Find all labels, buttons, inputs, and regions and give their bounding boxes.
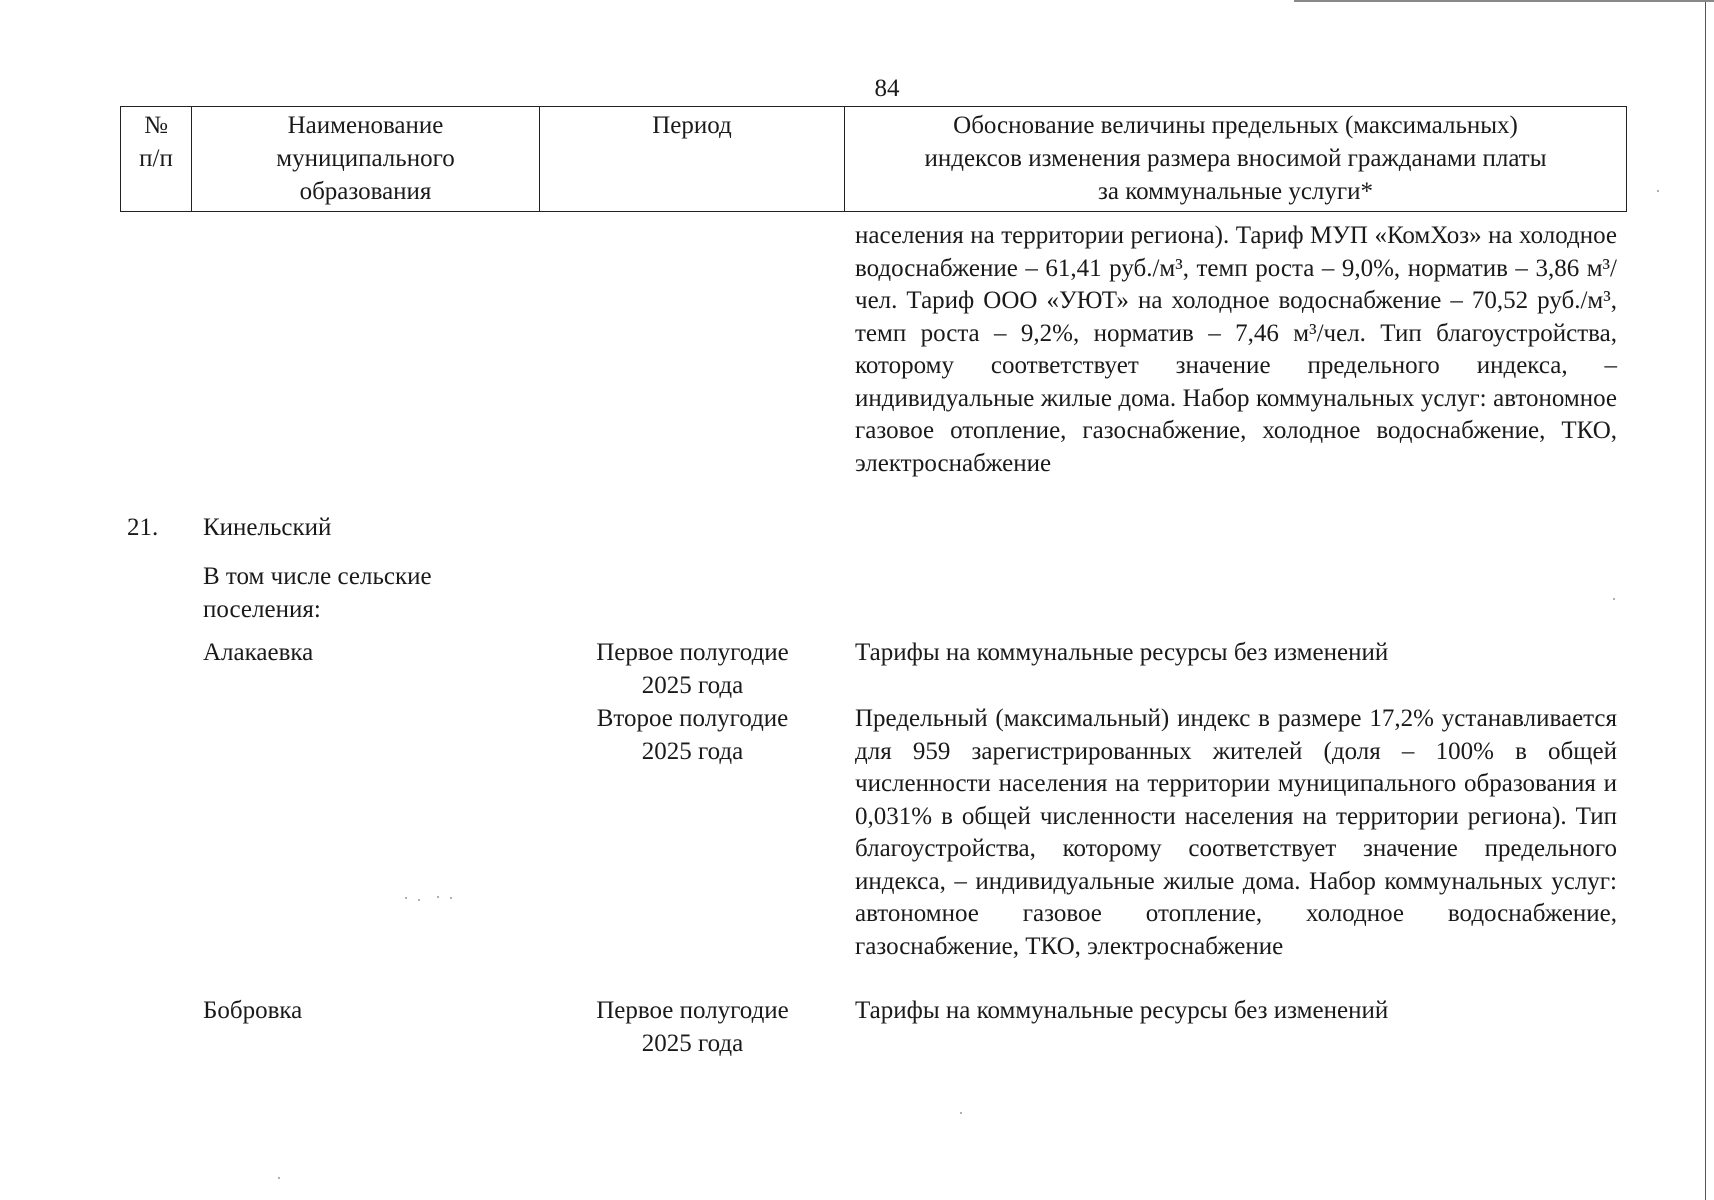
scan-speck: [1613, 598, 1615, 600]
scan-speck: [1657, 190, 1659, 192]
reason-cell: Тарифы на коммунальные ресурсы без изменений: [855, 639, 1389, 666]
header-col-name: Наименование муниципального образования: [192, 107, 540, 212]
period-cell: Первое полугодие 2025 года: [596, 639, 789, 699]
row-number: 21.: [127, 514, 159, 541]
scan-speck: [960, 1112, 962, 1114]
settlement-name: Бобровка: [203, 997, 303, 1024]
subheading-rural-settlements: В том числе сельские поселения:: [203, 563, 432, 623]
scan-speck: [418, 899, 420, 901]
continuation-paragraph: населения на территории региона). Тариф МУП «КомХоз» на холодное водоснабжение – 61,41 руб./м³, темп роста – 9,0%, норматив – 3,86 м³/чел. Тариф ООО «УЮТ» на холодное водоснабжение – 70,52 руб./м³, темп роста – 9,2%, норматив – 7,46 м³/чел. Тип благоустройства, которому соответствует значение предельного индекса, – индивидуальные жилые дома. Набор коммунальных услуг: автономное газовое отопление, газоснабжение, холодное водоснабжение, ТКО, электроснабжение: [855, 222, 1617, 477]
header-col-period: Период: [540, 107, 845, 212]
municipality-name: Кинельский: [203, 514, 332, 541]
page-number: 84: [874, 75, 900, 102]
reason-cell: Предельный (максимальный) индекс в размере 17,2% устанавливается для 959 зарегистрированных жителей (доля – 100% в общей численности населения на территории муниципального образования и 0,031% в общей численности населения на территории региона). Тип благоустройства, которому соответствует значение предельного индекса, – индивидуальные жилые дома. Набор коммунальных услуг: автономное газовое отопление, холодное водоснабжение, газоснабжение, ТКО, электроснабжение: [855, 705, 1617, 960]
period-cell: Первое полугодие 2025 года: [596, 997, 789, 1057]
scan-speck: [405, 897, 407, 899]
header-col-reason: Обоснование величины предельных (максимальных) индексов изменения размера вносимой гражданами платы за коммунальные услуги*: [845, 107, 1627, 212]
scan-top-line: [1294, 0, 1714, 2]
header-col-number: № п/п: [121, 107, 192, 212]
period-cell: Второе полугодие 2025 года: [596, 705, 789, 765]
table-header: [120, 106, 1627, 212]
scan-speck: [278, 1177, 280, 1179]
scan-speck: [437, 896, 439, 898]
scan-speck: [450, 897, 452, 899]
reason-cell: Тарифы на коммунальные ресурсы без изменений: [855, 997, 1389, 1024]
scan-edge-line: [1705, 0, 1706, 1200]
settlement-name: Алакаевка: [203, 639, 314, 666]
